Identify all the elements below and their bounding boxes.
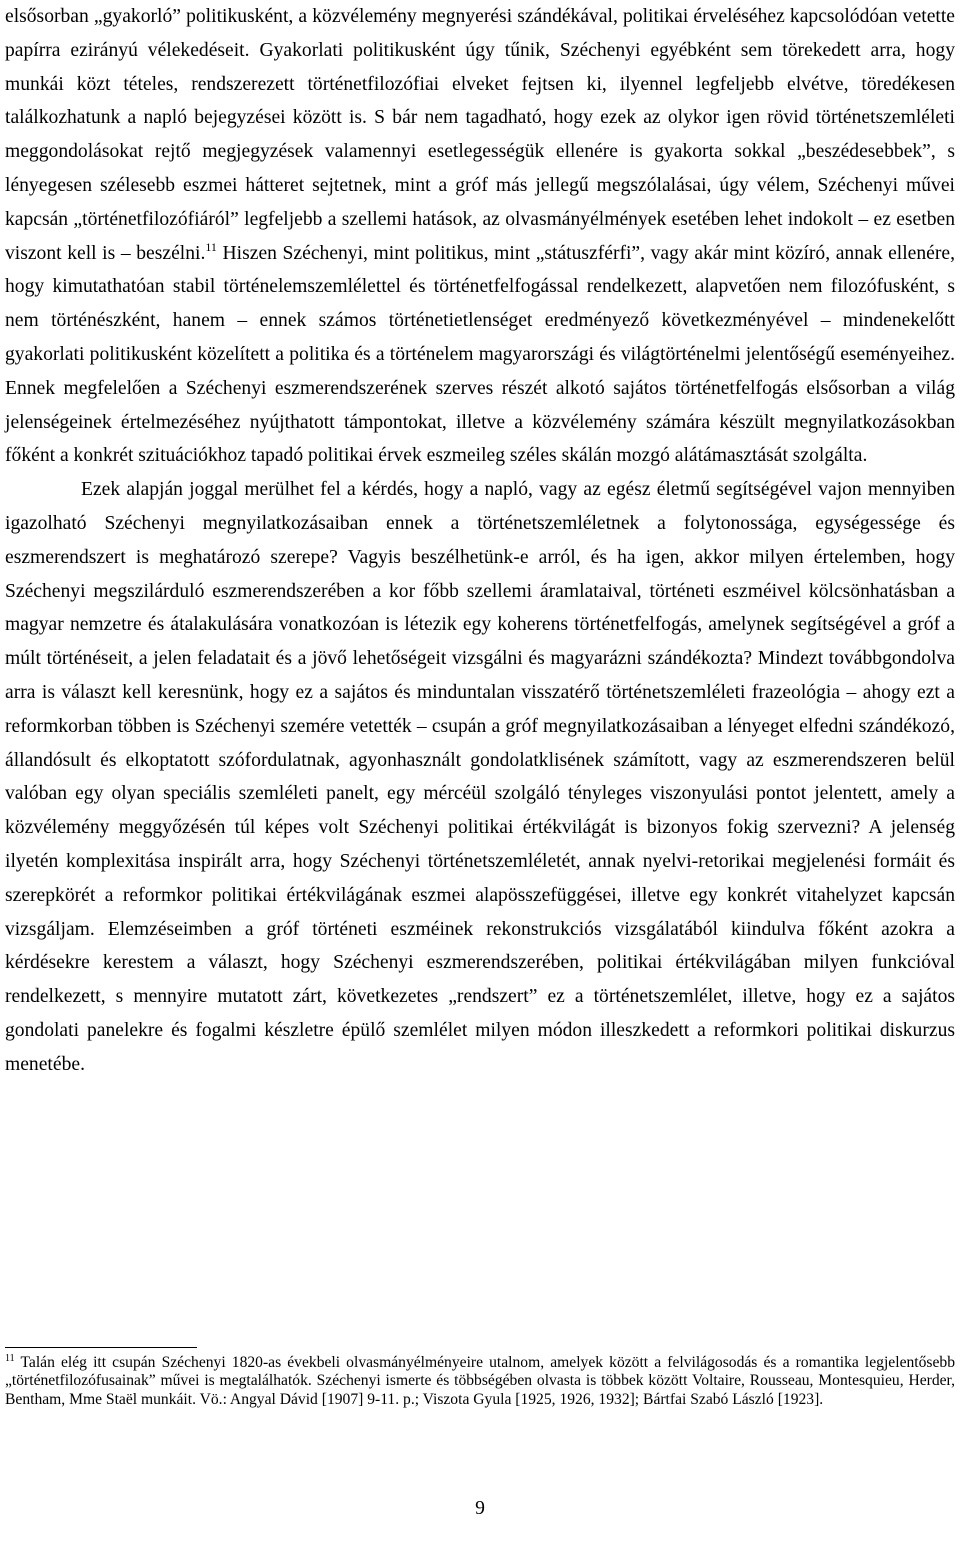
paragraph-2 bbox=[5, 473, 955, 1081]
paragraph-1 bbox=[5, 0, 955, 473]
footnote-text: Talán elég itt csupán Széchenyi 1820-as évekbeli olvasmányélményeire utalnom, amelyek között a felvilágosodás és a romantika legjelentősebb „történetfilozófusainak” művei is megtalálhatók. Széchenyi ismerte és többségében olvasta is többek között Voltaire, Rousseau, Montesquieu, Herder, Bentham, Mme Staël munkáit. Vö.: Angyal Dávid [1907] 9-11. p.; Viszota Gyula [1925, 1926, 1932]; Bártfai Szabó László [1923]. bbox=[5, 1354, 955, 1408]
footnote-reference[interactable]: 11 bbox=[205, 239, 217, 254]
footnote bbox=[5, 1354, 955, 1409]
footnote-separator bbox=[5, 1347, 197, 1348]
paragraph-1-part-2: Hiszen Széchenyi, mint politikus, mint „státuszférfi”, vagy akár mint közíró, annak ellenére, hogy kimutathatóan stabil történelemszemlélettel és történetfelfogással rendelkezett, alapvetően nem filozófusként, s nem történészként, hanem – ennek számos történetietlenséget eredményező következményével – mindenekelőtt gyakorlati politikusként közelített a politika és a történelem magyarországi és világtörténelmi jelentőségű eseményeihez. Ennek megfelelően a Széchenyi eszmerendszerének szerves részét alkotó sajátos történetfelfogás elsősorban a világ jelenségeinek értelmezéséhez nyújthatott támpontokat, illetve a közvélemény számára készült megnyilatkozásokban főként a konkrét szituációkhoz tapadó politikai érvek eszmeileg széles skálán mozgó alátámasztását szolgálta. bbox=[5, 242, 955, 467]
body-text bbox=[5, 0, 955, 1082]
paragraph-2-text: Ezek alapján joggal merülhet fel a kérdés, hogy a napló, vagy az egész életmű segítségével vajon mennyiben igazolható Széchenyi megnyilatkozásaiban ennek a történetszemléletnek a folytonossága, egységessége és eszmerendszert is meghatározó szerepe? Vagyis beszélhetünk-e arról, és ha igen, akkor milyen értelemben, hogy Széchenyi megszilárduló eszmerendszerében a kor főbb szellemi áramlataival, történeti eszméivel kölcsönhatásban a magyar nemzetre és átalakulására vonatkozóan is létezik egy koherens történetfelfogás, amelynek segítségével a gróf a múlt történéseit, a jelen feladatait és a jövő lehetőségeit vizsgálni és magyarázni szándékozta? Mindezt továbbgondolva arra is választ kell keresnünk, hogy ez a sajátos és minduntalan visszatérő történetszemléleti frazeológia – ahogy ezt a reformkorban többen is Széchenyi szemére vetették – csupán a gróf megnyilatkozásaiban a lényeget elfedni szándékozó, állandósult és elkoptatott szófordulatnak, agyonhasznált gondolatklisének számított, vagy az eszmerendszeren belül valóban egy olyan speciális szemléleti panelt, egy mércéül szolgáló tényleges viszonyulási pontot jelentett, amely a közvélemény meggyőzésén túl képes volt Széchenyi politikai értékvilágát is bizonyos fokig szervezni? A jelenség ilyetén komplexitása inspirált arra, hogy Széchenyi történetszemléletét, annak nyelvi-retorikai megjelenési formáit és szerepkörét a reformkor politikai értékvilágának eszmei alapösszefüggései, illetve egy konkrét vitahelyzet kapcsán vizsgáljam. Elemzéseimben a gróf történeti eszméinek rekonstrukciós vizsgálatából kiindulva főként azokra a kérdésekre kerestem a választ, hogy Széchenyi eszmerendszerében, politikai értékvilágában milyen funkcióval rendelkezett, s mennyire mutatott zárt, következetes „rendszert” ez a történetszemlélet, illetve, hogy ez a sajátos gondolati panelekre és fogalmi készletre épülő szemlélet milyen módon illeszkedett a reformkori politikai diskurzus menetébe. bbox=[5, 479, 955, 1075]
page-number: 9 bbox=[475, 1498, 485, 1519]
footnote-number: 11 bbox=[5, 1353, 15, 1364]
document-page bbox=[5, 0, 955, 1082]
paragraph-1-part-1: elsősorban „gyakorló” politikusként, a közvélemény megnyerési szándékával, politikai érveléséhez kapcsolódóan vetette papírra ezirányú vélekedéseit. Gyakorlati politikusként úgy tűnik, Széchenyi egyébként sem törekedett arra, hogy munkái közt tételes, rendszerezett történetfilozófiai elveket fejtsen ki, ilyennel legfeljebb elvétve, töredékesen találkozhatunk a napló bejegyzései között is. S bár nem tagadható, hogy ezek az olykor igen rövid történetszemléleti meggondolásokat rejtő megjegyzések valamennyi esetlegességük ellenére is gyakorta sokkal „beszédesebbek”, s lényegesen szélesebb eszmei hátteret sejtetnek, mint a gróf más jellegű megszólalásai, úgy vélem, Széchenyi művei kapcsán „történetfilozófiáról” legfeljebb a szellemi hatások, az olvasmányélmények esetében lehet indokolt – ez esetben viszont kell is – beszélni. bbox=[5, 6, 955, 264]
